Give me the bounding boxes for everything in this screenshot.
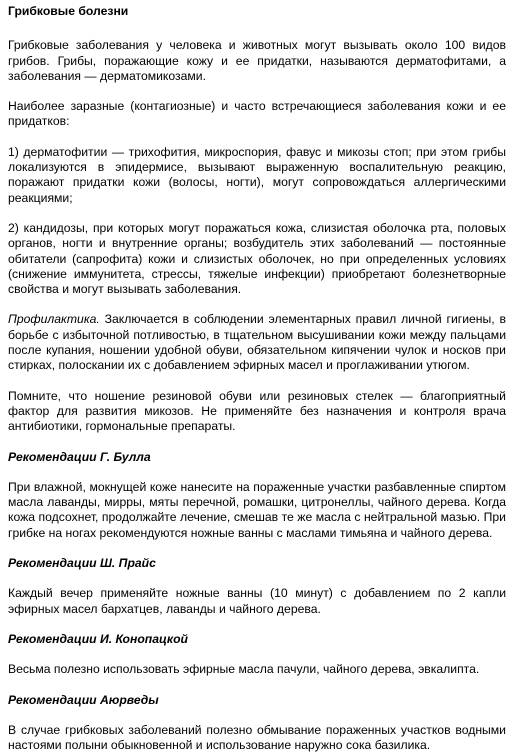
section-heading-price: Рекомендации Ш. Прайс (8, 556, 156, 571)
warning-paragraph: Помните, что ношение резиновой обуви или резиновых стелек — благоприятный фактор для развития микозов. Не применяйте без назначения и контроля врача антибиотики, гормональные препараты. (8, 388, 506, 434)
contagious-diseases-intro: Наиболее заразные (контагиозные) и часто встречающиеся заболевания кожи и ее придатков: (8, 99, 506, 129)
section-text-konopatskaya: Весьма полезно использовать эфирные масла пачули, чайного дерева, эвкалипта. (8, 662, 480, 677)
section-text-ayurveda: В случае грибковых заболеваний полезно обмывание пораженных участков водными настоями полыни обыкновенной и использование наружно сока базилика. (8, 722, 506, 753)
section-heading-konopatskaya: Рекомендации И. Конопацкой (8, 631, 188, 646)
candidiasis-paragraph: 2) кандидозы, при которых могут поражаться кожа, слизистая оболочка рта, половых органов, ногти и внутренние органы; возбудитель этих заболеваний — постоянные обитатели (сапрофита) кожи и слизистых оболочек, но при определенных условиях (снижение иммунитета, стрессы, тяжелые инфекции) приобретают болезнетворные свойства и могут вызывать заболевания. (8, 220, 506, 297)
prevention-text: Заключается в соблюдении элементарных правил личной гигиены, в борьбе с избыточной потливостью, в тщательном высушивании кожи между пальцами после купания, ношении удобной обуви, обязательном кипячении чулок и носков при стирках, полоскании их с добавлением эфирных масел и проглаживании утюгом. (8, 312, 506, 373)
dermatophytosis-paragraph: 1) дерматофитии — трихофития, микроспория, фавус и микозы стоп; при этом грибы локализуются в эпидермисе, вызывают выраженную воспалительную реакцию, поражают придатки кожи (волосы, ногти), могут сопровождаться аллергическими реакциями; (8, 144, 506, 205)
section-text-price: Каждый вечер применяйте ножные ванны (10 минут) с добавлением по 2 капли эфирных масел бархатцев, лаванды и чайного дерева. (8, 586, 506, 616)
intro-paragraph: Грибковые заболевания у человека и животных могут вызывать около 100 видов грибов. Грибы, поражающие кожу и ее придатки, называются дерматофитами, а заболевания — дерматомикозами. (8, 38, 506, 83)
prevention-label: Профилактика. (8, 312, 100, 327)
section-heading-ayurveda: Рекомендации Аюрведы (8, 692, 159, 707)
section-text-bull: При влажной, мокнущей коже нанесите на пораженные участки разбавленные спиртом масла лаванды, мирры, мяты перечной, ромашки, цитронеллы, чайного дерева. Когда кожа подсохнет, продолжайте лечение, смешав те же масла с нейтральной мазью. При грибке на ногах рекомендуются ножные ванны с маслами тимьяна и чайного дерева. (8, 479, 506, 540)
prevention-paragraph (8, 312, 506, 373)
page-title: Грибковые болезни (8, 4, 129, 18)
section-heading-bull: Рекомендации Г. Булла (8, 449, 151, 464)
